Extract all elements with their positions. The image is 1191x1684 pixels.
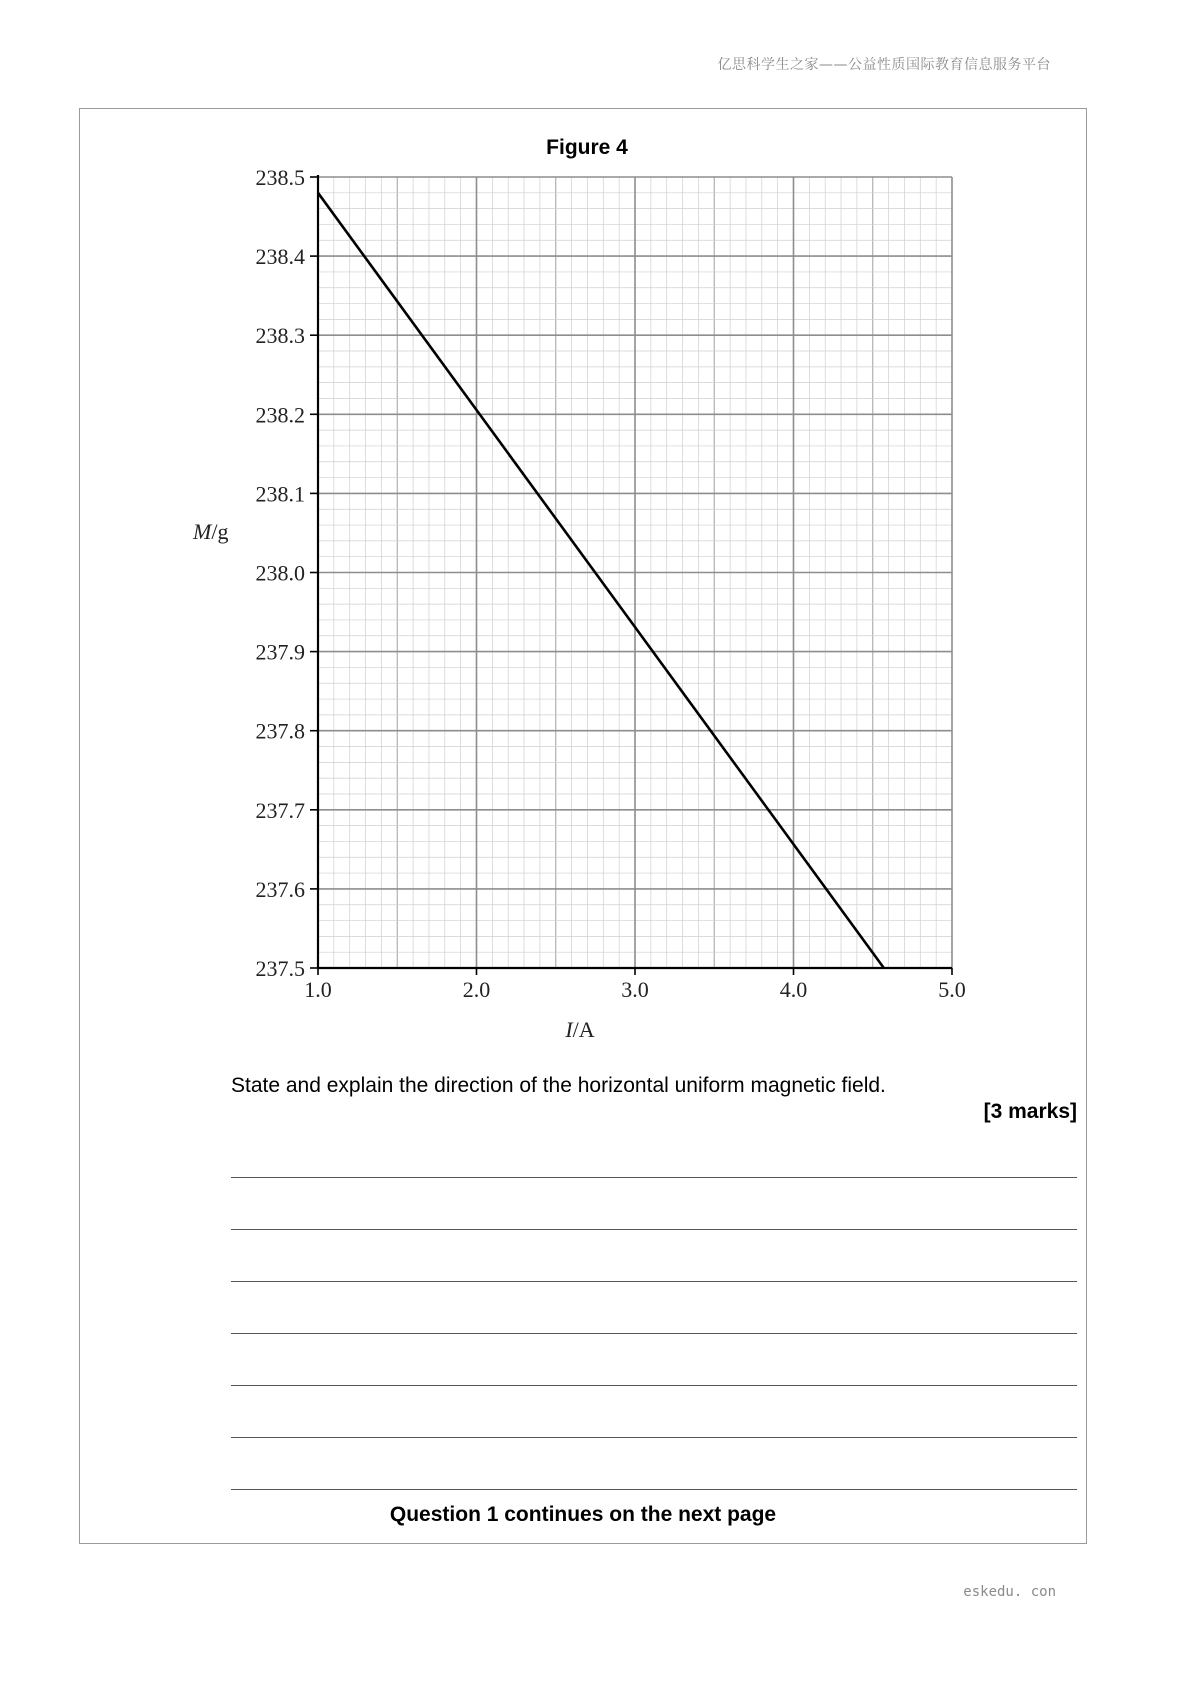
x-tick-label: 4.0 bbox=[779, 977, 808, 1002]
y-tick-label: 238.5 bbox=[255, 165, 305, 190]
answer-line bbox=[231, 1229, 1077, 1230]
y-tick-label: 237.6 bbox=[255, 876, 305, 902]
answer-line bbox=[231, 1489, 1077, 1490]
y-tick-label: 238.1 bbox=[255, 481, 305, 507]
header-watermark: 亿思科学生之家——公益性质国际教育信息服务平台 bbox=[717, 57, 1051, 73]
continues-note: Question 1 continues on the next page bbox=[389, 1503, 777, 1526]
data-line bbox=[318, 193, 884, 968]
y-axis-variable: M bbox=[193, 519, 212, 544]
tick-labels bbox=[256, 165, 966, 1002]
figure-title: Figure 4 bbox=[546, 136, 628, 159]
y-tick-label: 237.8 bbox=[255, 718, 305, 744]
x-axis-unit: /A bbox=[572, 1017, 595, 1042]
y-axis-unit: /g bbox=[211, 519, 229, 544]
marks-label: [3 marks] bbox=[983, 1100, 1077, 1123]
answer-line bbox=[231, 1281, 1077, 1282]
axes bbox=[310, 175, 952, 975]
answer-line bbox=[231, 1177, 1077, 1178]
footer-watermark: eskedu. con bbox=[963, 1584, 1056, 1600]
answer-line bbox=[231, 1333, 1077, 1334]
x-tick-label: 5.0 bbox=[938, 977, 966, 1002]
y-tick-label: 238.0 bbox=[255, 560, 305, 586]
y-tick-label: 237.7 bbox=[255, 797, 305, 823]
y-tick-label: 237.5 bbox=[255, 956, 305, 981]
series bbox=[318, 193, 884, 968]
x-axis-variable: I bbox=[565, 1017, 573, 1042]
x-tick-label: 1.0 bbox=[304, 977, 332, 1002]
x-tick-label: 3.0 bbox=[621, 977, 649, 1002]
answer-line bbox=[231, 1437, 1077, 1438]
y-tick-label: 237.9 bbox=[255, 639, 305, 665]
question-text: State and explain the direction of the horizontal uniform magnetic field. bbox=[231, 1074, 886, 1097]
y-tick-label: 238.2 bbox=[255, 402, 305, 428]
answer-line bbox=[231, 1385, 1077, 1386]
mass-current-chart bbox=[180, 160, 980, 1050]
y-tick-label: 238.4 bbox=[255, 244, 305, 270]
x-axis-label bbox=[564, 1017, 594, 1042]
y-tick-label: 238.3 bbox=[255, 323, 305, 349]
x-tick-label: 2.0 bbox=[462, 977, 491, 1002]
y-axis-label bbox=[192, 519, 228, 544]
